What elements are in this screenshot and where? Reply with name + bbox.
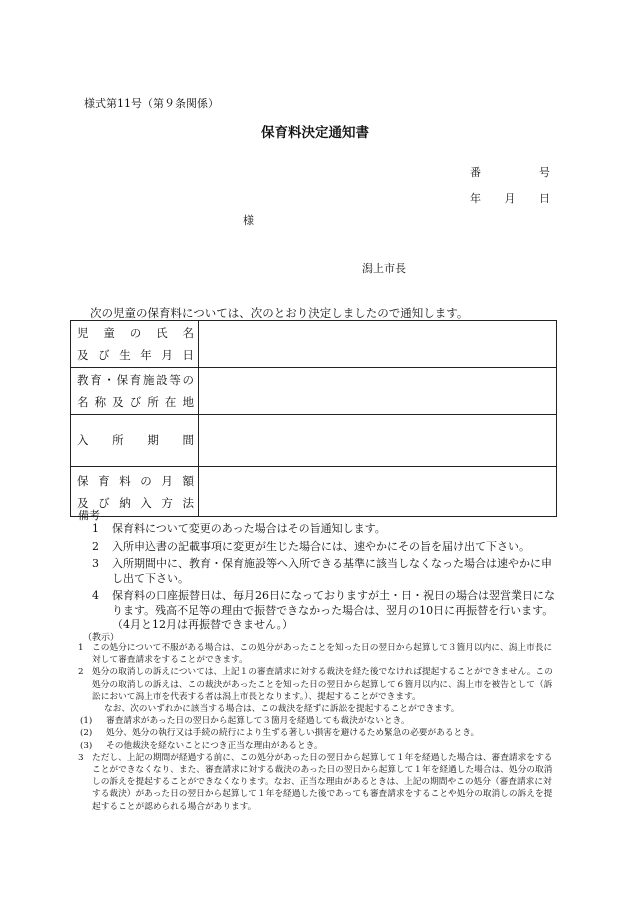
note-number: 4: [92, 589, 99, 602]
table-row: [71, 321, 557, 368]
kyoji-number: 1: [78, 643, 84, 653]
row-value-field[interactable]: [199, 415, 557, 467]
label-char: 童: [103, 326, 115, 340]
note-text: 入所期間中に、教育・保育施設等へ入所できる基準に該当しなくなった場合は速やかに申し出て下さい。: [112, 557, 552, 585]
label-char: 施: [142, 373, 155, 387]
label-char: 年: [140, 348, 152, 362]
note-number: 1: [92, 522, 99, 535]
note-text: 保育料の口座振替日は、毎月26日になっておりますが土・日・祝日の場合は翌営業日になります。残高不足等の理由で振替できなかった場合は、翌月の10日に再振替を行います。（4月と12月は再振替できません。）: [112, 589, 555, 631]
label-char: 入: [77, 433, 89, 447]
label-char: 日: [182, 348, 194, 362]
row-label-line: [71, 417, 198, 464]
note-item: [90, 540, 560, 555]
kyoji-heading: （教示）: [83, 633, 120, 643]
label-char: 間: [182, 433, 194, 447]
label-char: ・: [103, 373, 115, 387]
label-char: 生: [119, 348, 131, 362]
kyoji-number: 2: [78, 667, 84, 678]
note-text: 保育料について変更のあった場合はその旨通知します。: [112, 522, 386, 535]
row-label-line: [71, 322, 198, 344]
label-char: 所: [112, 433, 124, 447]
label-char: び: [98, 348, 110, 362]
label-char: 入: [140, 495, 152, 510]
row-value-field[interactable]: [199, 368, 557, 415]
row-label: [71, 368, 199, 415]
kyoji-number: [78, 703, 92, 715]
date-line: [470, 190, 550, 206]
row-label-line: [71, 344, 198, 366]
kyoji-number: 3: [78, 752, 84, 763]
label-char: 名: [182, 326, 194, 340]
kyoji-list: [78, 642, 560, 813]
label-char: 児: [77, 326, 89, 340]
kyoji-item: [78, 727, 560, 739]
decision-table: [70, 320, 557, 517]
label-char: 法: [182, 495, 194, 510]
document-title: 保育料決定通知書: [261, 125, 369, 141]
kyoji-text: 処分、処分の執行又は手続の続行により生ずる著しい損害を避けるため緊急の必要があるとき。: [106, 728, 480, 739]
label-char: 及: [77, 348, 89, 362]
label-char: び: [129, 395, 142, 409]
note-number: 3: [92, 557, 99, 570]
issuer-name: 潟上市長: [362, 262, 406, 275]
label-char: 氏: [156, 326, 168, 340]
label-char: 地: [182, 395, 194, 409]
kyoji-item: [78, 752, 560, 813]
label-char: 及: [112, 395, 124, 409]
label-char: 期: [147, 433, 159, 447]
label-char: 在: [164, 395, 177, 409]
label-char: 額: [182, 473, 194, 488]
note-item: [90, 557, 560, 586]
label-char: 等: [169, 373, 181, 387]
kyoji-text: 審査請求があった日の翌日から起算して３箇月を経過しても裁決がないとき。: [106, 716, 410, 727]
label-char: び: [98, 495, 110, 510]
document-number-line: [470, 164, 550, 180]
label-char: 所: [147, 395, 159, 409]
day-label: 日: [539, 192, 550, 205]
label-char: 育: [129, 373, 142, 387]
row-label-line: [71, 470, 198, 492]
label-char: 称: [94, 395, 107, 409]
label-char: の: [140, 473, 152, 488]
note-item: [90, 522, 560, 537]
note-item: [90, 589, 560, 633]
label-char: 納: [119, 495, 131, 510]
kyoji-number: (1): [80, 716, 93, 727]
intro-text: 次の児童の保育料については、次のとおり決定しましたので通知します。: [90, 306, 469, 320]
label-char: 方: [161, 495, 173, 510]
note-text: 入所申込書の記載事項に変更が生じた場合には、速やかにその旨を届け出て下さい。: [112, 539, 530, 553]
label-char: の: [129, 326, 142, 340]
kyoji-text: この処分について不服がある場合は、この処分があったことを知った日の翌日から起算して３箇月以内に、潟上市長に対して審査請求をすることができます。: [92, 643, 553, 666]
kyoji-text: 処分の取消しの訴えについては、上記１の審査請求に対する裁決を経た後でなければ提起することができません。この処分の取消しの訴えは、この裁決があったことを知った日の翌日から起算して６箇月以内に、潟上市を被告として（訴訟において潟上市を代表する者は潟上市長となります。）、提起することができます。: [92, 667, 553, 702]
form-number: 様式第11号（第９条関係）: [84, 97, 219, 110]
kyoji-text: その他裁決を経ないことにつき正当な理由があるとき。: [106, 740, 323, 751]
table-row: [71, 368, 557, 415]
row-value-field[interactable]: [199, 321, 557, 368]
label-char: 育: [90, 373, 102, 387]
label-char: 設: [156, 373, 168, 387]
go-label: 号: [539, 166, 550, 179]
kyoji-number: (2): [80, 728, 93, 739]
kyoji-item: [78, 715, 560, 727]
kyoji-text: ただし、上記の期間が経過する前に、この処分があった日の翌日から起算して１年を経過した場合は、審査請求をすることができなくなり、また、審査請求に対する裁決のあった日の翌日から起算して１年を経過した場合は、処分の取消しの訴えを提起することができなくなります。なお、正当な理由があるときは、上記の期間やこの処分（審査請求に対する裁決）があった日の翌日から起算して１年を経過した後であっても審査請求をすることや処分の取消しの訴えを提起することが認められる場合があります。: [92, 752, 553, 812]
table-row: [71, 467, 557, 517]
kyoji-number: (3): [80, 740, 93, 751]
table-row: [71, 415, 557, 467]
label-char: 月: [161, 473, 173, 488]
label-char: 料: [119, 473, 131, 488]
label-char: 保: [77, 473, 89, 488]
kyoji-item: [78, 642, 560, 666]
addressee-suffix: 様: [243, 214, 254, 227]
label-char: 及: [77, 495, 89, 510]
kyoji-text: なお、次のいずれかに該当する場合は、この裁決を経ずに訴訟を提起することができます。: [104, 704, 460, 715]
label-char: 月: [161, 348, 173, 362]
row-value-field[interactable]: [199, 467, 557, 517]
month-label: 月: [504, 192, 516, 205]
year-label: 年: [470, 192, 481, 205]
ban-label: 番: [470, 166, 481, 179]
label-char: 名: [77, 395, 89, 409]
row-label: [71, 321, 199, 368]
label-char: 保: [116, 373, 129, 387]
row-label: [71, 415, 199, 467]
label-char: 育: [98, 473, 110, 488]
notes-list: [90, 522, 560, 633]
label-char: の: [182, 373, 194, 387]
label-char: 教: [77, 373, 89, 387]
row-label-line: [71, 369, 198, 391]
kyoji-item: [78, 740, 560, 752]
biko-heading: 備考: [78, 509, 100, 522]
kyoji-item: [78, 666, 560, 703]
note-number: 2: [92, 539, 99, 553]
kyoji-item: [78, 703, 560, 715]
row-label-line: [71, 391, 198, 413]
